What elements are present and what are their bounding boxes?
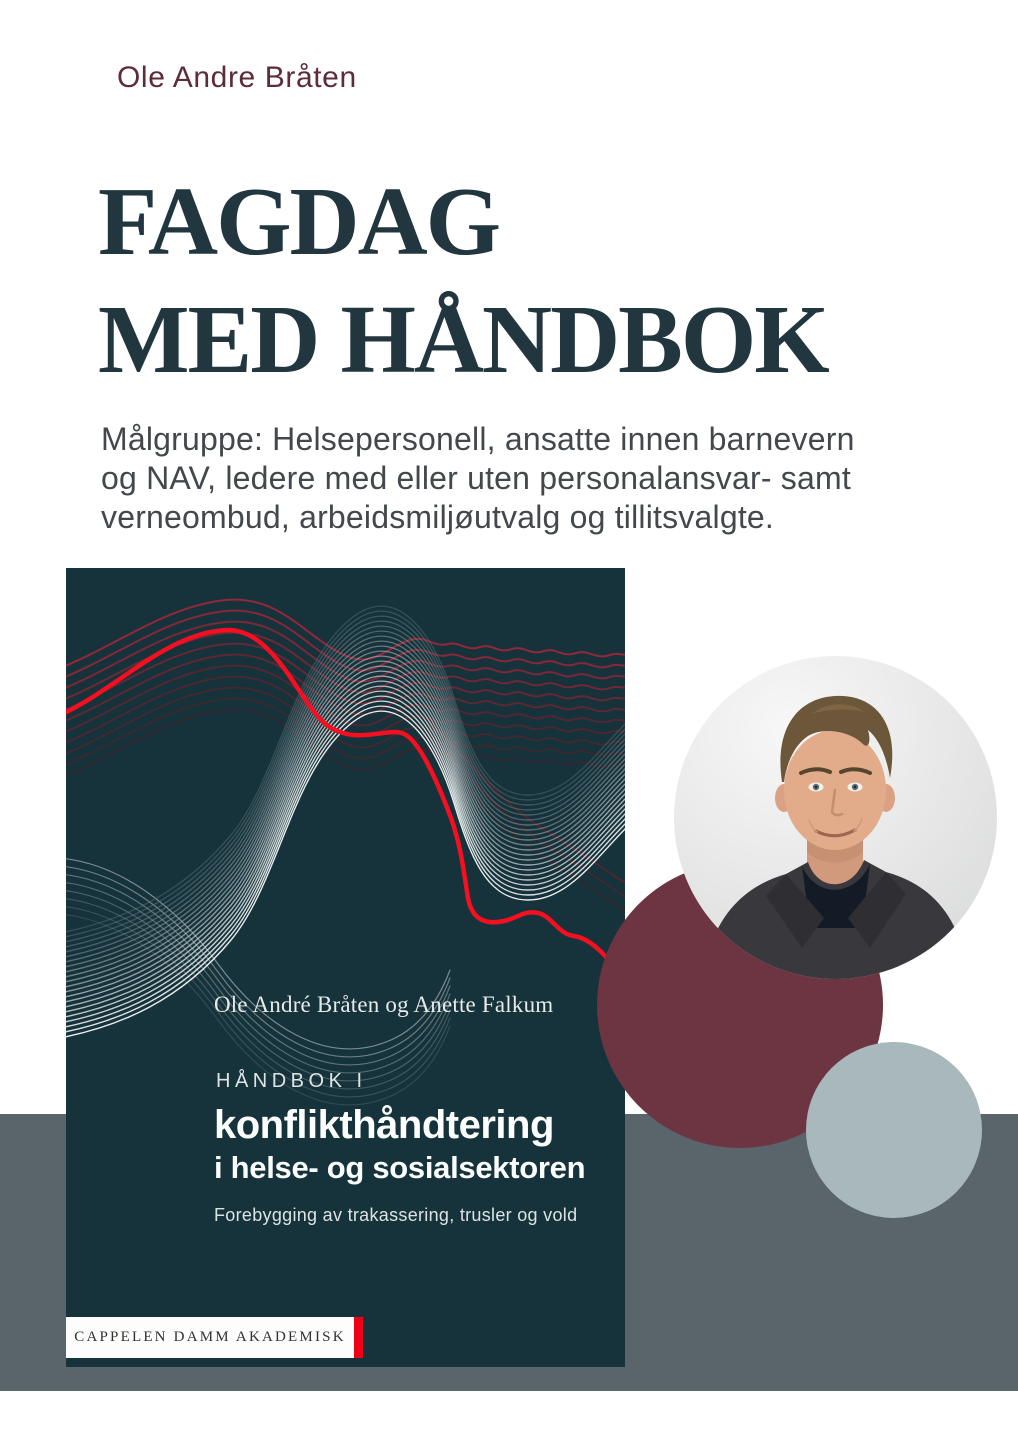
audience-line: Målgruppe: Helsepersonell, ansatte innen barnevern [101, 421, 855, 457]
cover-title: konflikthåndtering [214, 1103, 554, 1147]
cover-tagline: Forebygging av trakassering, trusler og vold [214, 1205, 578, 1225]
publisher-logo-bar [66, 1317, 354, 1358]
gray-blue-decor-circle [806, 1042, 982, 1218]
book-cover [66, 568, 625, 1367]
presenter-name: Ole Andre Bråten [117, 61, 357, 94]
publisher-red-stripe [354, 1317, 363, 1358]
book-cover-wave-art [66, 568, 625, 1367]
white-wave-ribbon [66, 606, 625, 1038]
cover-series: HÅNDBOK I [216, 1070, 367, 1092]
publisher-name: CAPPELEN DAMM AKADEMISK [74, 1329, 346, 1345]
cover-subtitle: i helse- og sosialsektoren [214, 1150, 586, 1185]
audience-line: og NAV, ledere med eller uten personalansvar- samt [101, 460, 851, 496]
audience-line: verneombud, arbeidsmiljøutvalg og tillitsvalgte. [101, 499, 775, 535]
poster-title [98, 163, 828, 399]
portrait-pupil-right [854, 786, 857, 789]
cover-authors: Ole André Bråten og Anette Falkum [214, 992, 554, 1017]
portrait-pupil-left [815, 786, 818, 789]
presenter-portrait [674, 656, 997, 979]
poster-title-line2: MED HÅNDBOK [98, 286, 828, 393]
poster-title-line1: FAGDAG [98, 168, 500, 275]
target-audience-text [101, 420, 855, 537]
portrait-illustration [674, 656, 997, 979]
